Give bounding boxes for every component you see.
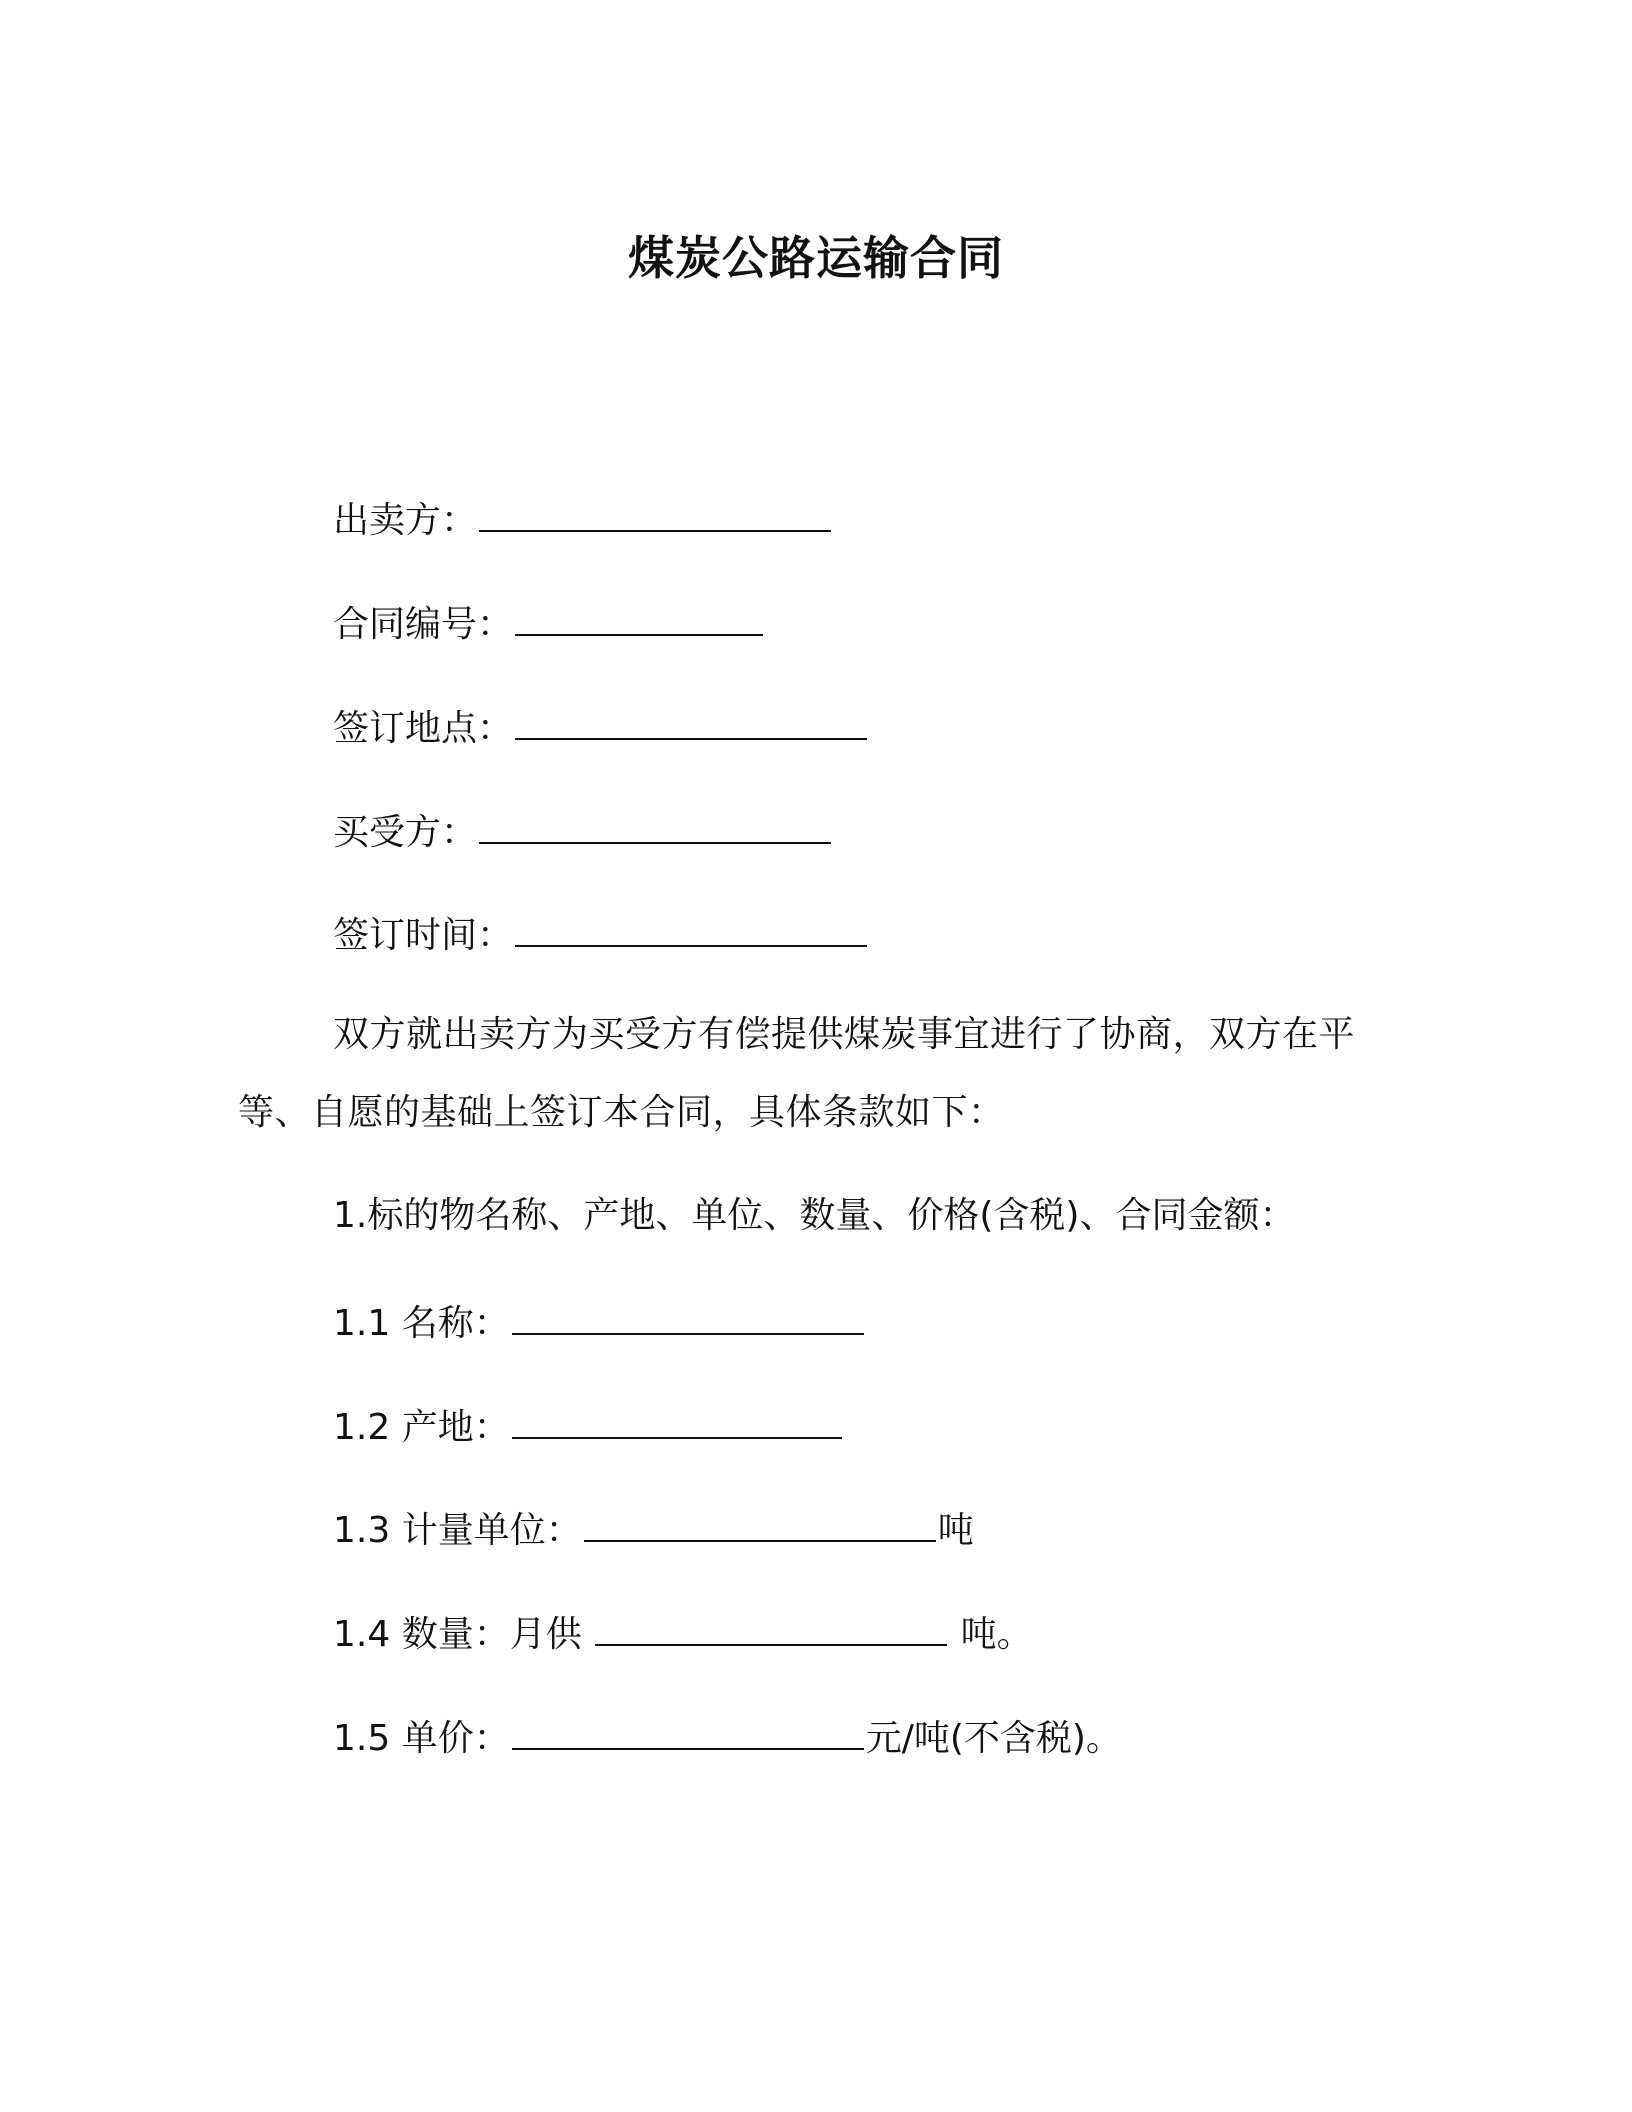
- sign-place-field: [333, 700, 869, 754]
- contract-no-label: 合同编号：: [333, 604, 514, 645]
- item-1-2: [333, 1399, 844, 1453]
- item-1-3-label: 1.3 计量单位：: [333, 1510, 582, 1551]
- buyer-field: [333, 804, 833, 858]
- seller-blank: [479, 492, 831, 532]
- item-1-4: [333, 1606, 1033, 1660]
- document-title: 煤炭公路运输合同: [628, 231, 1004, 285]
- item-1-3: [333, 1502, 974, 1556]
- seller-label: 出卖方：: [333, 500, 478, 541]
- item-1-5-blank: [512, 1710, 864, 1750]
- item-1-1-blank: [512, 1295, 864, 1335]
- seller-field: [333, 492, 833, 546]
- item-1-3-blank: [584, 1502, 936, 1542]
- contract-no-field: [333, 596, 765, 650]
- intro-paragraph: 双方就出卖方为买受方有偿提供煤炭事宜进行了协商，双方在平等、自愿的基础上签订本合同，具体条款如下：: [238, 1014, 1356, 1133]
- item-1-2-blank: [512, 1399, 842, 1439]
- sign-place-label: 签订地点：: [333, 708, 514, 749]
- buyer-label: 买受方：: [333, 812, 478, 853]
- sign-time-blank: [515, 907, 867, 947]
- sign-time-label: 签订时间：: [333, 915, 514, 956]
- item-1-4-label: 1.4 数量：月供: [333, 1614, 582, 1655]
- clause-1-heading: 1.标的物名称、产地、单位、数量、价格(含税)、合同金额：: [333, 1195, 1296, 1236]
- sign-place-blank: [515, 700, 867, 740]
- item-1-5-label: 1.5 单价：: [333, 1718, 510, 1759]
- contract-no-blank: [515, 596, 763, 636]
- item-1-1: [333, 1295, 866, 1349]
- item-1-5-suffix: 元/吨(不含税)。: [865, 1718, 1122, 1759]
- item-1-4-blank: [595, 1606, 947, 1646]
- sign-time-field: [333, 907, 869, 961]
- item-1-5: [333, 1710, 1122, 1764]
- item-1-4-suffix: 吨。: [960, 1614, 1033, 1655]
- item-1-3-suffix: 吨: [937, 1510, 974, 1551]
- buyer-blank: [479, 804, 831, 844]
- item-1-2-label: 1.2 产地：: [333, 1407, 510, 1448]
- item-1-1-label: 1.1 名称：: [333, 1303, 510, 1344]
